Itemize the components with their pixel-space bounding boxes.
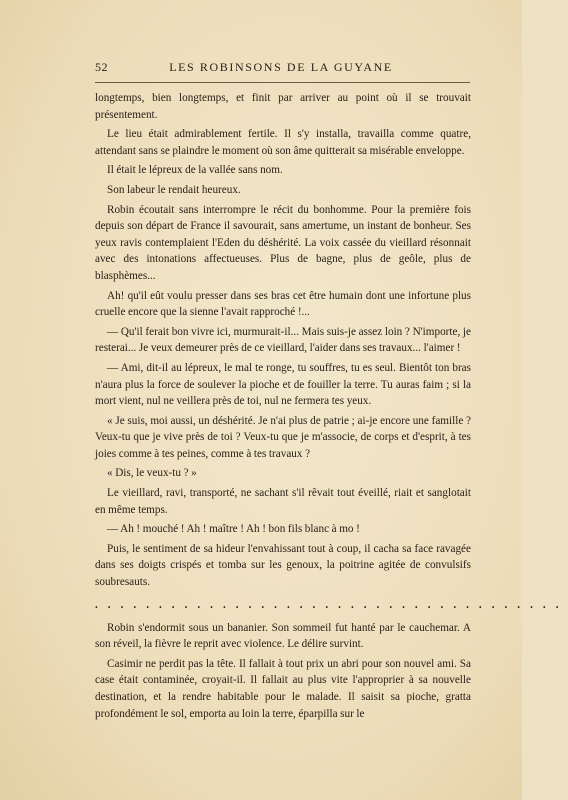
paragraph: Son labeur le rendait heureux. [107,183,241,196]
paragraph: Casimir ne perdit pas la tête. Il fallait à tout prix un abri pour son nouvel ami. Sa case était contaminée, croyait-il. Il fallait au plus vite l'approprier à sa nouvelle destination, et la rendre habitable pour le malade. Il saisit sa pioche, gratta profondément le sol, emporta au loin la terre, éparpilla sur le [95,657,471,720]
paragraph: — Qu'il ferait bon vivre ici, murmurait-il... Mais suis-je assez loin ? N'importe, je resterai... Je veux demeurer près de ce vieillard, l'aider dans ses travaux... l'aimer ! [95,325,471,355]
paragraph: Ah! qu'il eût voulu presser dans ses bras cet être humain dont une infortune plus cruelle encore que la sienne l'avait rapproché !... [95,289,471,319]
paragraph: Robin s'endormit sous un bananier. Son sommeil fut hanté par le cauchemar. A son réveil, la fièvre le reprit avec violence. Le délire survint. [95,621,471,651]
paragraph: Il était le lépreux de la vallée sans nom. [107,164,283,177]
body-text [95,90,568,725]
page-header [95,60,467,78]
paragraph: — Ah ! mouché ! Ah ! maître ! Ah ! bon fils blanc à mo ! [107,523,360,536]
section-break-dots: ..................................... [95,598,568,611]
paragraph: longtemps, bien longtemps, et finit par arriver au point où il se trouvait présentement. [95,92,471,121]
paragraph: « Dis, le veux-tu ? » [107,467,197,480]
paragraph: Le vieillard, ravi, transporté, ne sachant s'il rêvait tout éveillé, riait et sanglotait en même temps. [95,487,471,516]
paragraph: Robin écoutait sans interrompre le récit du bonhomme. Pour la première fois depuis son départ de France il savourait, sans amertume, un instant de bonheur. Ses yeux ravis contemplaient l'Eden du déshérité. La voix cassée du vieillard résonnait avec des intonations affectueuses. Plus de bagne, plus de geôle, plus de blasphèmes... [95,203,471,282]
paragraph: — Ami, dit-il au lépreux, le mal te ronge, tu souffres, tu es seul. Bientôt ton bras n'aura plus la force de soulever la pioche et de fouiller la terre. Tu auras faim ; si la mort vient, nul ne veillera près de toi, nul ne fermera tes yeux. [95,361,471,408]
paragraph: « Je suis, moi aussi, un déshérité. Je n'ai plus de patrie ; ai-je encore une famille ? Veux-tu que je vive près de toi ? Veux-tu que je m'associe, de corps et d'esprit, à tes joies comme à tes peines, comme à tes travaux ? [95,414,471,460]
header-rule [95,82,470,83]
paragraph: Le lieu était admirablement fertile. Il s'y installa, travailla comme quatre, attendant sans se plaindre le moment où son âme quitterait sa misérable enveloppe. [95,128,471,157]
page-number: 52 [95,60,108,74]
running-title: LES ROBINSONS DE LA GUYANE [169,60,393,74]
paragraph: Puis, le sentiment de sa hideur l'envahissant tout à coup, il cacha sa face ravagée dans ses doigts crispés et tomba sur les genoux, la poitrine agitée de convulsifs soubresauts. [95,542,471,589]
